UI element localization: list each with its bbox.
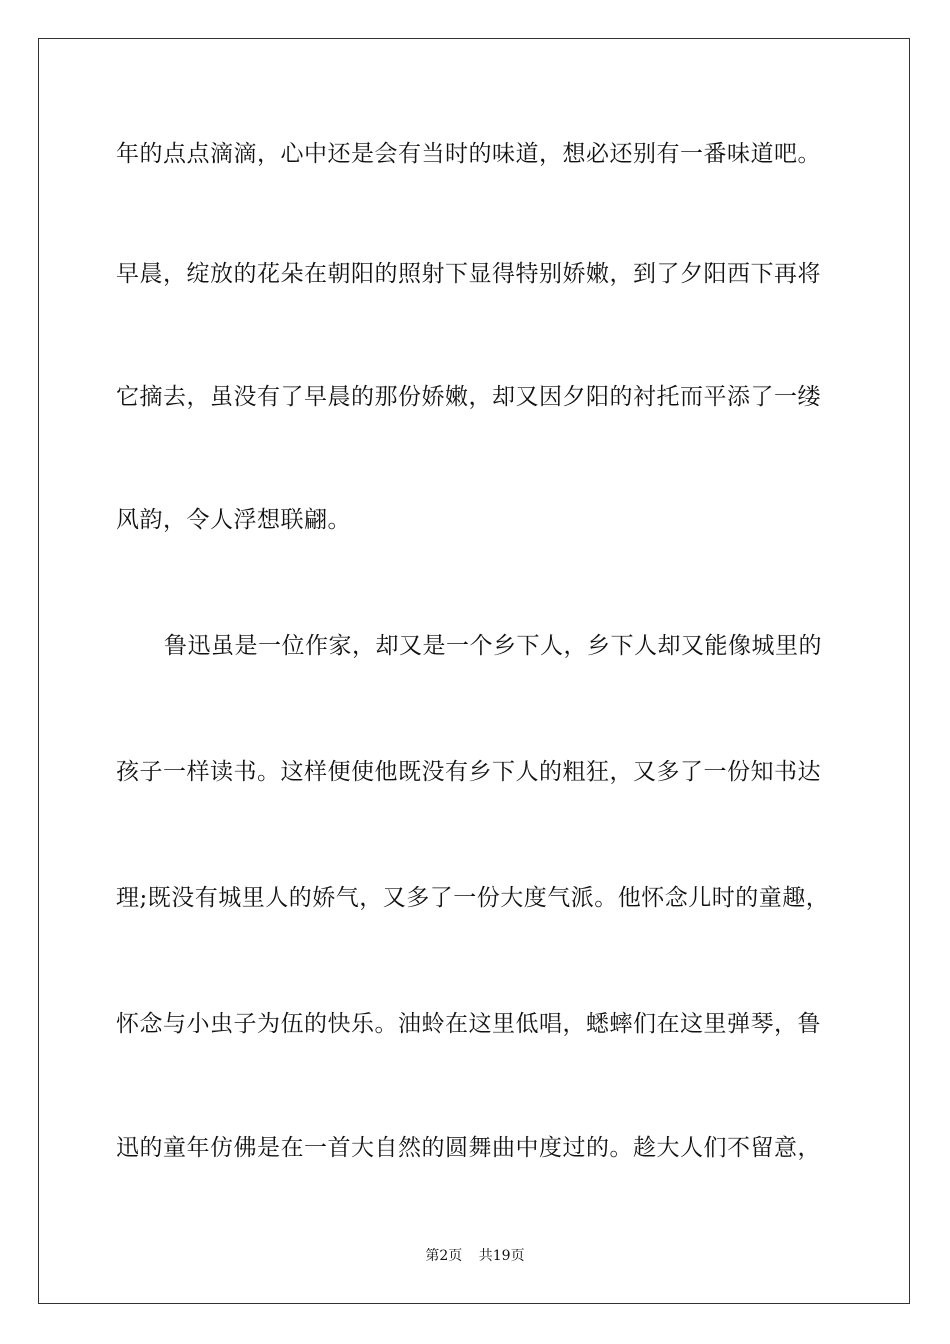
page-number-total: 共19页 [478,1248,525,1264]
body-text-line: 早晨，绽放的花朵在朝阳的照射下显得特别娇嫩，到了夕阳西下再将 [116,261,821,287]
body-text-line: 鲁迅虽是一位作家，却又是一个乡下人，乡下人却又能像城里的 [164,633,822,659]
body-text-line: 理;既没有城里人的娇气，又多了一份大度气派。他怀念儿时的童趣， [116,885,830,911]
body-text-line: 风韵，令人浮想联翩。 [116,507,351,533]
body-text-line: 年的点点滴滴，心中还是会有当时的味道，想必还别有一番味道吧。 [116,141,821,167]
body-text-line: 怀念与小虫子为伍的快乐。油蛉在这里低唱，蟋蟀们在这里弹琴，鲁 [116,1011,821,1037]
body-text-line: 它摘去，虽没有了早晨的那份娇嫩，却又因夕阳的衬托而平添了一缕 [116,384,821,410]
body-text-line: 孩子一样读书。这样便使他既没有乡下人的粗狂，又多了一份知书达 [116,759,821,785]
page-frame [38,38,910,1304]
body-text-line: 迅的童年仿佛是在一首大自然的圆舞曲中度过的。趁大人们不留意， [116,1135,821,1161]
page-number-current: 第2页 [425,1248,463,1264]
page-footer [0,1247,950,1265]
